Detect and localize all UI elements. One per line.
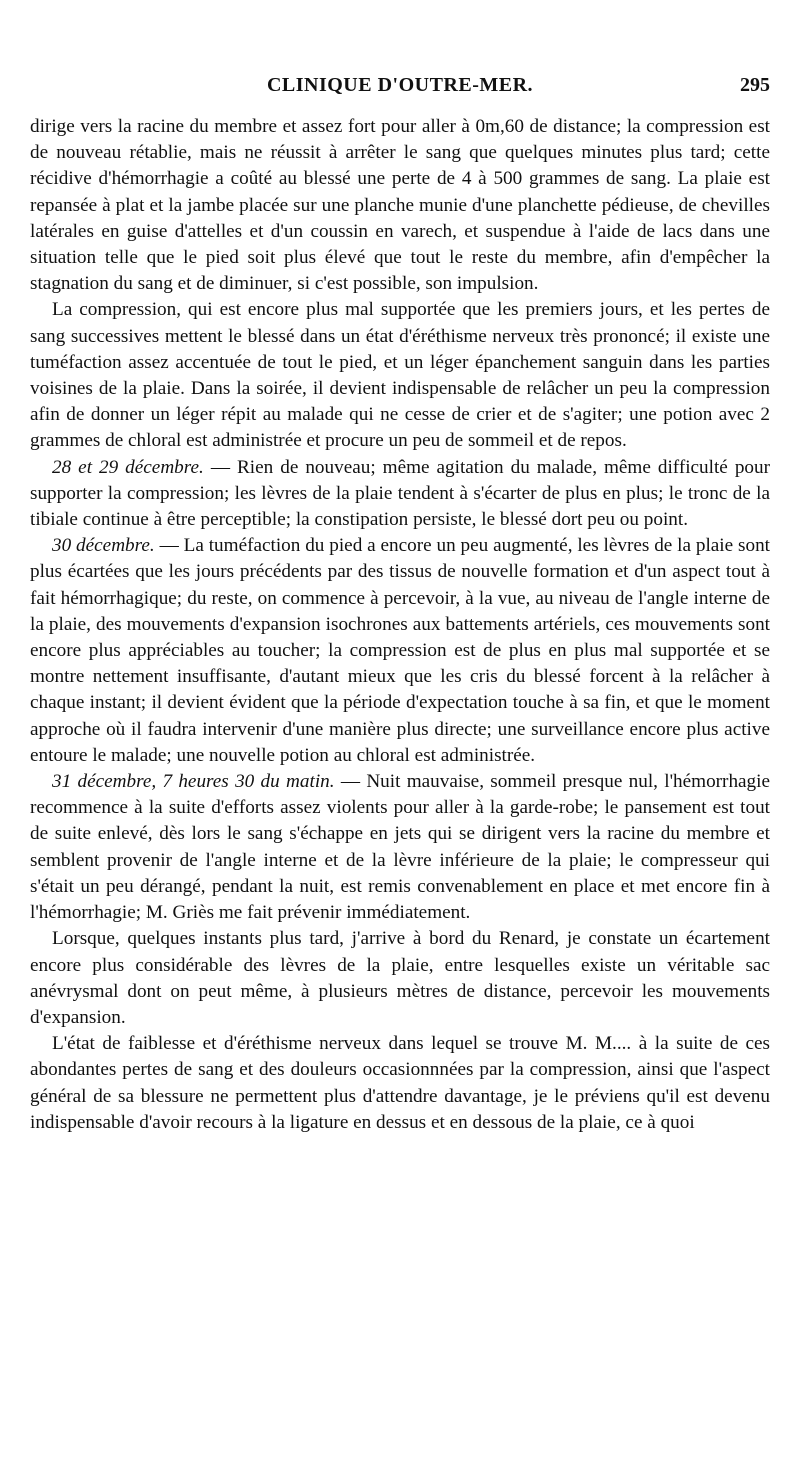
body-text — [30, 114, 770, 1136]
paragraph-text: La compression, qui est encore plus mal supportée que les premiers jours, et les pertes de sang successives mettent le blessé dans un état d'éréthisme nerveux très prononcé; il existe une tuméfaction assez accentuée de tout le pied, et un léger épanchement sanguin dans les parties voisines de la plaie. Dans la soirée, il devient indispensable de relâcher un peu la compression afin de donner un léger répit au malade qui ne cesse de crier et de s'agiter; une potion avec 2 grammes de chloral est administrée et procure un peu de sommeil et de repos. — [30, 299, 770, 452]
running-title: CLINIQUE D'OUTRE-MER. — [266, 74, 534, 96]
dated-entry — [30, 455, 770, 534]
paragraph — [30, 297, 770, 454]
dated-entry — [30, 533, 770, 769]
entry-date: 31 décembre, 7 heures 30 du matin. — [52, 771, 335, 793]
entry-date: 28 et 29 décembre. — [52, 456, 204, 478]
paragraph-text: L'état de faiblesse et d'éréthisme nerveux dans lequel se trouve M. M.... à la suite de ces abondantes pertes de sang et des douleurs occasionnnées par la compression, ainsi que l'aspect général de sa blessure ne permettent plus d'attendre davantage, je le préviens qu'il est devenu indispensable d'avoir recours à la ligature en dessus et en dessous de la plaie, ce à quoi — [30, 1033, 770, 1133]
paragraph-text: — Nuit mauvaise, sommeil presque nul, l'hémorrhagie recommence à la suite d'efforts assez violents pour aller à la garde-robe; le pansement est tout de suite enlevé, dès lors le sang s'échappe en jets qui se dirigent vers la racine du membre et semblent provenir de l'angle interne et de la lèvre inférieure de la plaie; le compresseur qui s'était un peu dérangé, pendant la nuit, est remis convenablement en place et met encore fin à l'hémorrhagie; M. Griès me fait prévenir immédiatement. — [30, 771, 770, 924]
paragraph — [30, 1031, 770, 1136]
entry-date: 30 décembre. — [52, 535, 155, 557]
dated-entry — [30, 769, 770, 926]
paragraph-text: Lorsque, quelques instants plus tard, j'arrive à bord du Renard, je constate un écartement encore plus considérable des lèvres de la plaie, entre lesquelles existe un véritable sac anévrysmal dont on peut même, à plusieurs mètres de distance, percevoir les mouvements d'expansion. — [30, 928, 770, 1028]
paragraph-text: — Rien de nouveau; même agitation du malade, même difficulté pour supporter la compression; les lèvres de la plaie tendent à s'écarter de plus en plus; le tronc de la tibiale continue à être perceptible; la constipation persiste, le blessé dort peu ou point. — [30, 456, 770, 531]
page-number: 295 — [740, 74, 770, 96]
paragraph — [30, 926, 770, 1031]
paragraph-text: — La tuméfaction du pied a encore un peu augmenté, les lèvres de la plaie sont plus écartées que les jours précédents par des tissus de nouvelle formation et d'un aspect tout à fait hémorrhagique; du reste, on commence à percevoir, à la vue, au niveau de l'angle interne de la plaie, des mouvements d'expansion isochrones aux battements artériels, ces mouvements sont encore plus appréciables au toucher; la compression est de plus en plus mal supportée et se montre nettement insuffisante, d'autant mieux que les cris du blessé forcent à la relâcher à chaque instant; il devient évident que la période d'expectation touche à sa fin, et que le moment approche où il faudra intervenir d'une manière plus directe; une surveillance encore plus active entoure le malade; une nouvelle potion au chloral est administrée. — [30, 535, 770, 766]
paragraph-text: dirige vers la racine du membre et assez fort pour aller à 0m,60 de distance; la compression est de nouveau rétablie, mais ne réussit à arrêter le sang que quelques minutes plus tard; cette récidive d'hémorrhagie a coûté au blessé une perte de 4 à 500 grammes de sang. La plaie est repansée à plat et la jambe placée sur une planche munie d'une planchette pédieuse, de chevilles latérales en guise d'attelles et d'un coussin en varech, et suspendue à l'aide de lacs dans une situation telle que le pied soit plus élevé que tout le reste du membre, afin d'empêcher la stagnation du sang et de diminuer, si c'est possible, son impulsion. — [30, 116, 770, 295]
page-header — [30, 74, 770, 102]
paragraph-continuation — [30, 114, 770, 297]
